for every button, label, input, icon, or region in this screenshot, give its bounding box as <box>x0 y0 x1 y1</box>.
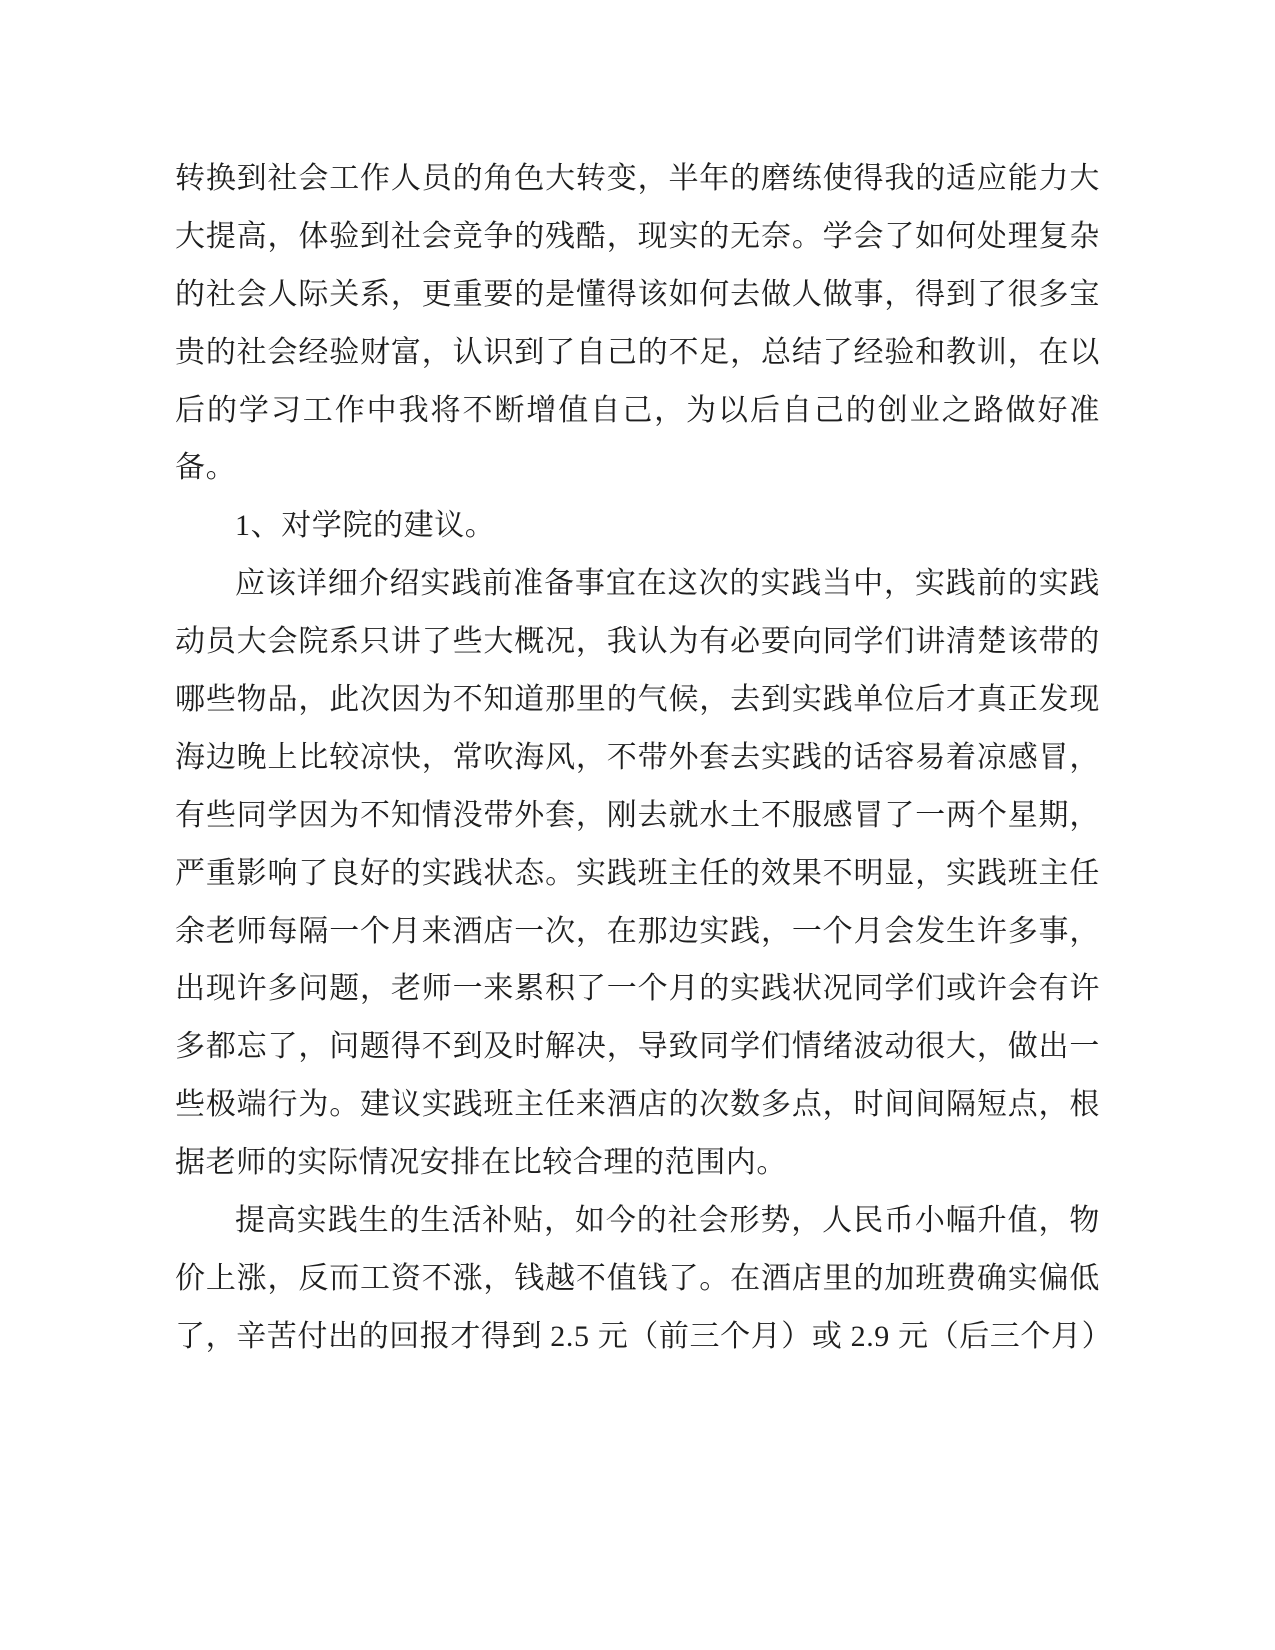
paragraph-3: 应该详细介绍实践前准备事宜在这次的实践当中，实践前的实践动员大会院系只讲了些大概况，我认为有必要向同学们讲清楚该带的哪些物品，此次因为不知道那里的气候，去到实践单位后才真正发现海边晚上比较凉快，常吹海风，不带外套去实践的话容易着凉感冒，有些同学因为不知情没带外套，刚去就水土不服感冒了一两个星期，严重影响了良好的实践状态。实践班主任的效果不明显，实践班主任余老师每隔一个月来酒店一次，在那边实践，一个月会发生许多事，出现许多问题，老师一来累积了一个月的实践状况同学们或许会有许多都忘了，问题得不到及时解决，导致同学们情绪波动很大，做出一些极端行为。建议实践班主任来酒店的次数多点，时间间隔短点，根据老师的实际情况安排在比较合理的范围内。 <box>175 567 1100 1180</box>
paragraph-4: 提高实践生的生活补贴，如今的社会形势，人民币小幅升值，物价上涨，反而工资不涨，钱越不值钱了。在酒店里的加班费确实偏低了，辛苦付出的回报才得到 2.5 元（前三个月）或 2.9 元（后三个月） <box>175 1204 1113 1353</box>
paragraph-1: 转换到社会工作人员的角色大转变，半年的磨练使得我的适应能力大大提高，体验到社会竞争的残酷，现实的无奈。学会了如何处理复杂的社会人际关系，更重要的是懂得该如何去做人做事，得到了很多宝贵的社会经验财富，认识到了自己的不足，总结了经验和教训，在以后的学习工作中我将不断增值自己，为以后自己的创业之路做好准备。 <box>175 162 1100 485</box>
paragraph-2-heading: 1、对学院的建议。 <box>235 509 496 543</box>
document-body <box>175 150 1113 1366</box>
